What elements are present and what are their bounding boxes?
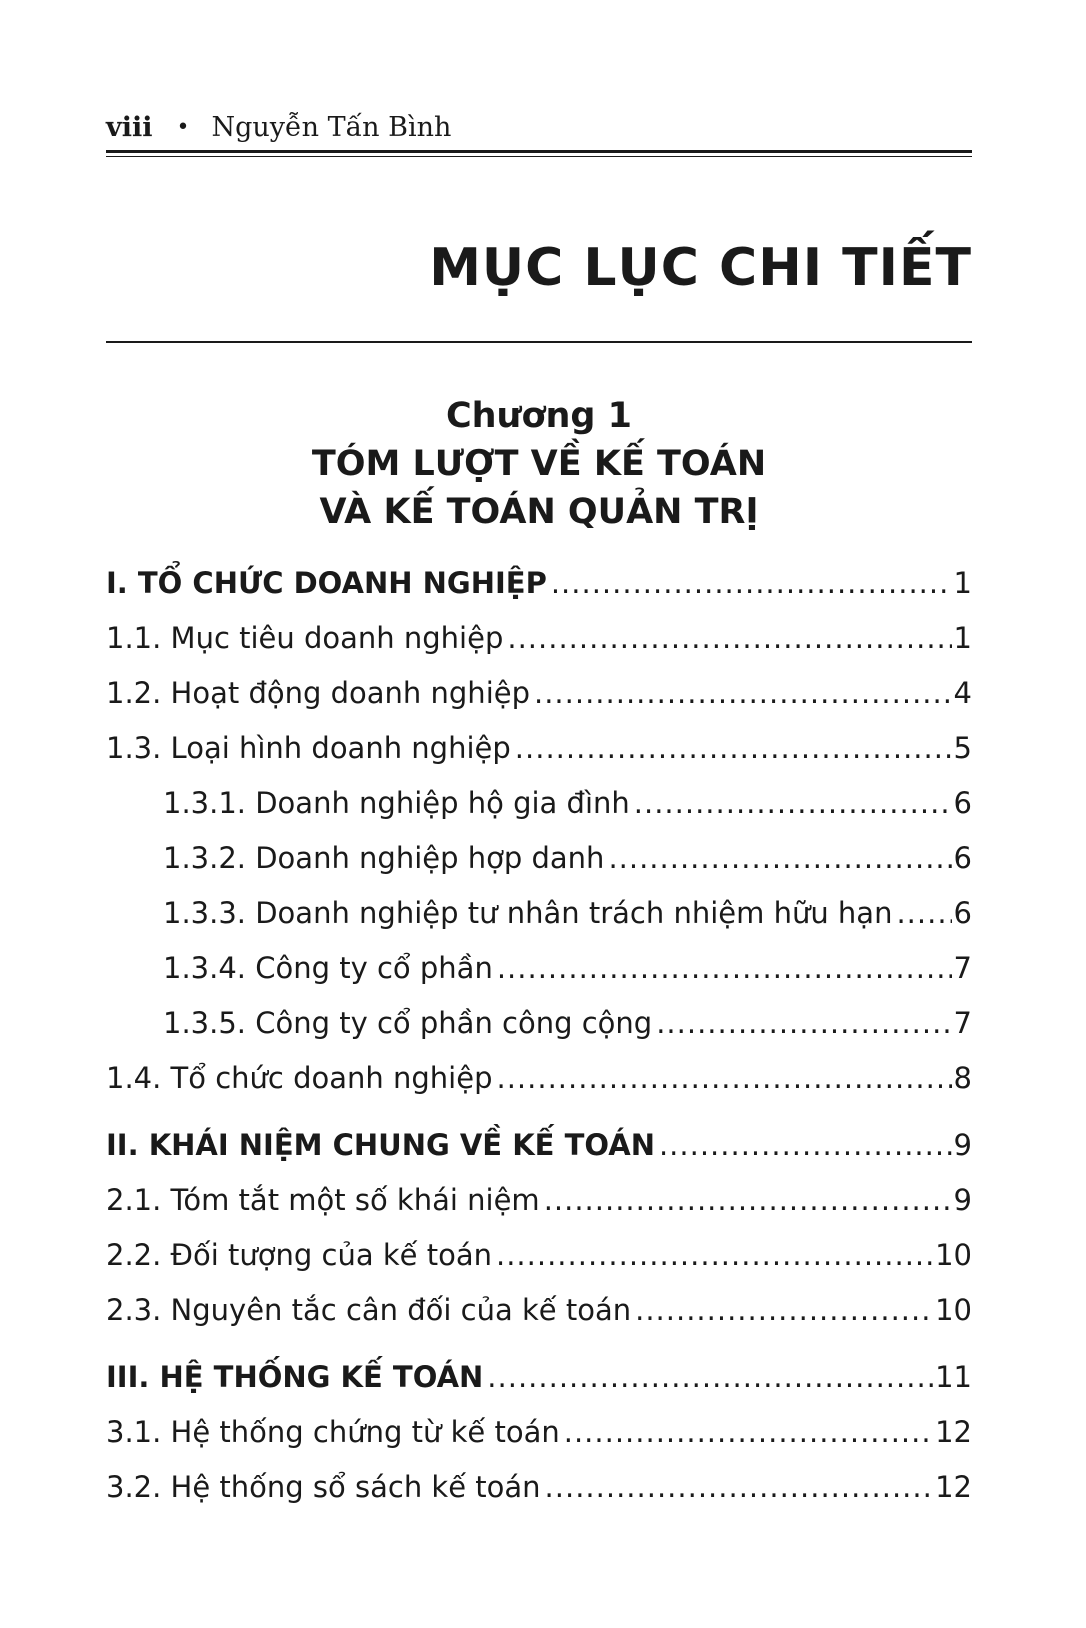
toc-entry[interactable] xyxy=(106,1460,972,1515)
toc-entry-label: 1.1. Mục tiêu doanh nghiệp xyxy=(106,621,504,655)
toc-entry-label: 1.3.4. Công ty cổ phần xyxy=(163,951,493,985)
dot-leader xyxy=(608,831,951,886)
toc-entry-label: 2.3. Nguyên tắc cân đối của kế toán xyxy=(106,1293,632,1327)
dot-leader xyxy=(507,611,951,666)
toc-entry-page: 10 xyxy=(935,1238,972,1272)
toc-entry-label: 2.1. Tóm tắt một số khái niệm xyxy=(106,1183,540,1217)
toc-entry-label: 2.2. Đối tượng của kế toán xyxy=(106,1238,492,1272)
dot-leader xyxy=(634,776,952,831)
chapter-title-line-2: VÀ KẾ TOÁN QUẢN TRỊ xyxy=(319,492,759,532)
toc-entry-label: 1.3.3. Doanh nghiệp tư nhân trách nhiệm hữu hạn xyxy=(163,896,893,930)
toc-entry-label: 1.3. Loại hình doanh nghiệp xyxy=(106,731,511,765)
toc-entry-page: 1 xyxy=(953,621,972,655)
toc-entry-page: 8 xyxy=(953,1061,972,1095)
toc-entry-label: 1.2. Hoạt động doanh nghiệp xyxy=(106,676,530,710)
toc-subentry[interactable] xyxy=(106,996,972,1051)
dot-leader xyxy=(496,1051,951,1106)
table-of-contents xyxy=(106,556,972,1515)
toc-entry-page: 12 xyxy=(935,1470,972,1504)
toc-entry-label: 1.3.5. Công ty cổ phần công cộng xyxy=(163,1006,653,1040)
toc-subentry[interactable] xyxy=(106,776,972,831)
toc-entry-label: 3.1. Hệ thống chứng từ kế toán xyxy=(106,1415,560,1449)
header-rule-thin xyxy=(106,156,972,157)
toc-entry-page: 6 xyxy=(953,896,972,930)
page-title: MỤC LỤC CHI TIẾT xyxy=(429,238,972,298)
toc-section-1[interactable] xyxy=(106,556,972,611)
toc-entry[interactable] xyxy=(106,1283,972,1338)
toc-entry[interactable] xyxy=(106,721,972,776)
toc-subentry[interactable] xyxy=(106,941,972,996)
toc-entry-page: 7 xyxy=(953,951,972,985)
toc-entry-page: 6 xyxy=(953,841,972,875)
dot-leader xyxy=(534,666,952,721)
toc-section-2[interactable] xyxy=(106,1118,972,1173)
dot-leader xyxy=(635,1283,933,1338)
toc-entry[interactable] xyxy=(106,611,972,666)
toc-entry-page: 5 xyxy=(953,731,972,765)
title-rule xyxy=(106,341,972,343)
toc-entry-page: 7 xyxy=(953,1006,972,1040)
toc-entry[interactable] xyxy=(106,1405,972,1460)
toc-entry-page: 11 xyxy=(935,1360,972,1394)
toc-entry-label: 1.4. Tổ chức doanh nghiệp xyxy=(106,1061,493,1095)
dot-leader xyxy=(515,721,952,776)
toc-entry-page: 1 xyxy=(953,566,972,600)
toc-entry-label: II. KHÁI NIỆM CHUNG VỀ KẾ TOÁN xyxy=(106,1128,655,1162)
dot-leader xyxy=(496,1228,933,1283)
dot-leader xyxy=(545,1460,934,1515)
chapter-number: Chương 1 xyxy=(445,396,633,436)
dot-leader xyxy=(656,996,951,1051)
toc-entry-label: 1.3.1. Doanh nghiệp hộ gia đình xyxy=(163,786,630,820)
toc-entry-label: III. HỆ THỐNG KẾ TOÁN xyxy=(106,1360,484,1394)
dot-leader xyxy=(659,1118,952,1173)
toc-entry[interactable] xyxy=(106,666,972,721)
toc-entry-page: 4 xyxy=(953,676,972,710)
toc-entry-page: 9 xyxy=(953,1128,972,1162)
toc-section-3[interactable] xyxy=(106,1350,972,1405)
toc-entry-page: 6 xyxy=(953,786,972,820)
toc-entry-label: 1.3.2. Doanh nghiệp hợp danh xyxy=(163,841,605,875)
toc-subentry[interactable] xyxy=(106,831,972,886)
dot-leader xyxy=(564,1405,933,1460)
dot-leader xyxy=(497,941,952,996)
author-name: Nguyễn Tấn Bình xyxy=(211,112,452,143)
running-head xyxy=(106,108,972,148)
toc-entry-page: 12 xyxy=(935,1415,972,1449)
toc-entry[interactable] xyxy=(106,1051,972,1106)
header-rule-thick xyxy=(106,150,972,153)
bullet-separator: • xyxy=(176,115,190,140)
dot-leader xyxy=(544,1173,952,1228)
chapter-heading xyxy=(106,392,972,536)
dot-leader xyxy=(896,886,951,941)
chapter-title-line-1: TÓM LƯỢT VỀ KẾ TOÁN xyxy=(311,444,767,484)
toc-subentry[interactable] xyxy=(106,886,972,941)
toc-entry-page: 9 xyxy=(953,1183,972,1217)
toc-entry[interactable] xyxy=(106,1173,972,1228)
toc-entry-label: 3.2. Hệ thống sổ sách kế toán xyxy=(106,1470,541,1504)
dot-leader xyxy=(487,1350,933,1405)
toc-entry-page: 10 xyxy=(935,1293,972,1327)
toc-entry[interactable] xyxy=(106,1228,972,1283)
toc-entry-label: I. TỔ CHỨC DOANH NGHIỆP xyxy=(106,566,547,600)
dot-leader xyxy=(551,556,952,611)
page-number: viii xyxy=(106,112,153,143)
